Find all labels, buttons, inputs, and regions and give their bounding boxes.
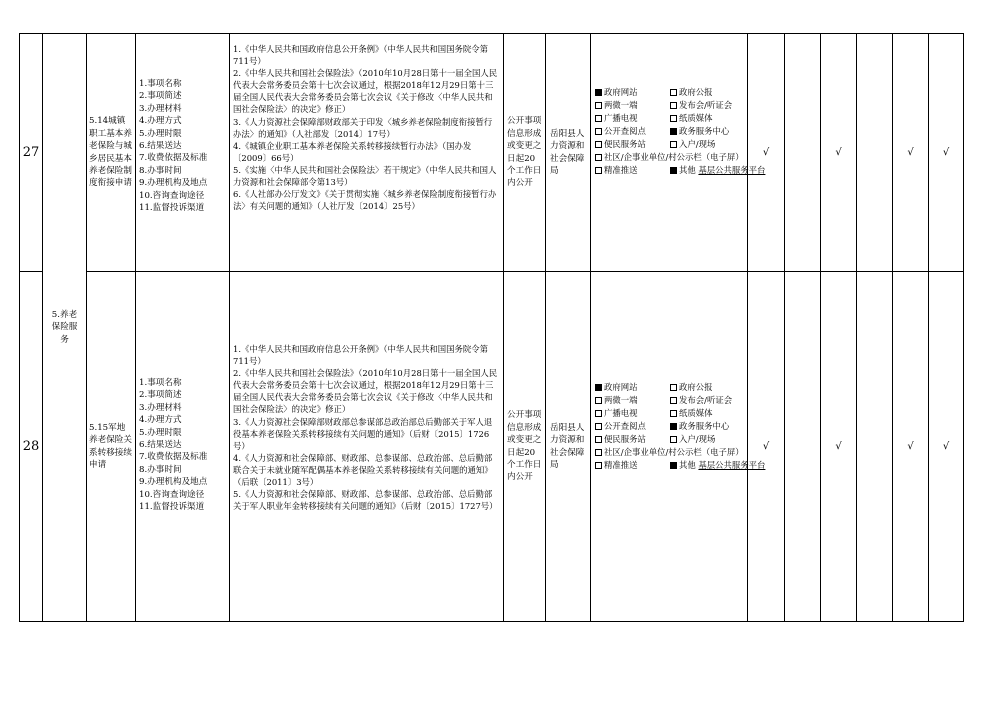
basis-item: 3.《人力资源社会保障部财政部关于印发〈城乡养老保险制度衔接暂行办法〉的通知》（人社部发〔2014〕17号） (233, 116, 493, 139)
element-item: 9.办理机构及地点 (139, 178, 208, 189)
element-item: 11.监督投诉渠道 (139, 203, 205, 214)
item-name: 5.14城镇职工基本养老保险与城乡居民基本养老保险制度衔接申请 (89, 116, 132, 189)
element-item: 3.办理材料 (139, 103, 182, 114)
time-limit: 公开事项信息形成或变更之日起20个工作日内公开 (507, 116, 542, 189)
element-item: 3.办理材料 (139, 402, 182, 413)
element-item: 1.事项名称 (139, 378, 182, 388)
checkbox-empty-icon (595, 436, 602, 443)
row-number: 27 (22, 145, 40, 160)
basis-item: 1.《中华人民共和国政府信息公开条例》（中华人民共和国国务院令第711号） (233, 44, 489, 67)
element-item: 4.办理方式 (139, 415, 182, 426)
channels-list: 政府网站 政府公报 两微一端 发布会/听证会 广播电视 纸质媒体 公开查阅点 政务服务中心 便民服务站 入户/现场 社区/企事业单位/村公示栏（电子屏） 精准推送 其他 基层公共服务平台 (591, 381, 747, 472)
check-mark: √ (942, 441, 950, 452)
element-item: 2.事项简述 (139, 91, 182, 102)
basis-item: 4.《城镇企业职工基本养老保险关系转移接续暂行办法》（国办发〔2009〕66号） (233, 140, 472, 163)
element-item: 5.办理时限 (139, 427, 182, 438)
check-mark: √ (762, 147, 770, 158)
element-item: 4.办理方式 (139, 116, 182, 127)
checkbox-empty-icon (595, 397, 602, 404)
element-item: 10.咨询查询途径 (139, 489, 205, 500)
checkbox-filled-icon (595, 89, 602, 96)
category-label: 5.养老保险服务 (51, 309, 78, 345)
item-name: 5.15军地养老保险关系转移接续申请 (89, 422, 132, 470)
checkbox-empty-icon (595, 154, 602, 161)
basis-item: 5.《实施〈中华人民共和国社会保险法〉若干规定》（中华人民共和国人力资源和社会保障部令第13号） (233, 164, 497, 188)
checkbox-empty-icon (670, 102, 677, 109)
checkbox-empty-icon (670, 397, 677, 404)
checkbox-empty-icon (595, 102, 602, 109)
check-mark: √ (835, 147, 842, 158)
check-mark: √ (762, 441, 770, 452)
checkbox-filled-icon (670, 462, 677, 469)
checkbox-empty-icon (670, 89, 677, 96)
element-item: 2.事项简述 (139, 390, 182, 401)
checkbox-empty-icon (595, 128, 602, 135)
element-item: 6.结果送达 (139, 141, 182, 152)
basis-item: 2.《中华人民共和国社会保险法》（2010年10月28日第十一届全国人民代表大会常务委员会第十七次会议通过，根据2018年12月29日第十三届全国人民代表大会常务委员会第七次会议《关于修改〈中华人民共和国社会保险法〉的决定》修正） (233, 68, 498, 115)
element-item: 1.事项名称 (139, 79, 182, 89)
checkbox-empty-icon (595, 115, 602, 122)
checkbox-filled-icon (670, 167, 677, 174)
checkbox-empty-icon (670, 410, 677, 417)
element-item: 7.收费依据及标准 (139, 153, 208, 164)
row-number: 28 (22, 439, 40, 454)
basis-item: 4.《人力资源和社会保障部、财政部、总参谋部、总政治部、总后勤部联合关于未就业随军配偶基本养老保险关系转移接续有关问题的通知》（后联〔2011〕3号） (233, 452, 493, 488)
checkbox-empty-icon (670, 115, 677, 122)
checkbox-empty-icon (595, 462, 602, 469)
check-mark: √ (907, 147, 914, 158)
elements-list (136, 78, 229, 214)
check-mark: √ (907, 441, 914, 452)
checkbox-empty-icon (670, 384, 677, 391)
basis-item: 1.《中华人民共和国政府信息公开条例》（中华人民共和国国务院令第711号） (233, 344, 489, 367)
check-mark: √ (942, 147, 950, 158)
category-cell (43, 34, 86, 621)
checkbox-filled-icon (595, 384, 602, 391)
element-item: 11.监督投诉渠道 (139, 502, 205, 513)
time-limit: 公开事项信息形成或变更之日起20个工作日内公开 (507, 410, 542, 483)
basis-item: 3.《人力资源社会保障部财政部总参谋部总政治部总后勤部关于军人退役基本养老保险关系转移接续有关问题的通知》（后财〔2015〕1726号） (233, 416, 493, 451)
subject: 岳阳县人力资源和社会保障局 (550, 128, 585, 176)
element-item: 5.办理时限 (139, 128, 182, 139)
checkbox-empty-icon (595, 410, 602, 417)
checkbox-filled-icon (670, 128, 677, 135)
basis-list (230, 343, 503, 512)
element-item: 6.结果送达 (139, 440, 182, 451)
elements-list (136, 377, 229, 513)
channels-list: 政府网站 政府公报 两微一端 发布会/听证会 广播电视 纸质媒体 公开查阅点 政务服务中心 便民服务站 入户/现场 社区/企事业单位/村公示栏（电子屏） 精准推送 其他 基层公共服务平台 (591, 86, 747, 177)
checkbox-filled-icon (670, 423, 677, 430)
checkbox-empty-icon (595, 423, 602, 430)
element-item: 7.收费依据及标准 (139, 452, 208, 463)
element-item: 9.办理机构及地点 (139, 477, 208, 488)
basis-list (230, 43, 503, 212)
basis-item: 6.《人社部办公厅发文》《关于贯彻实施〈城乡养老保险制度衔接暂行办法〉有关问题的通知》（人社厅发〔2014〕25号） (233, 189, 497, 212)
basis-item: 5.《人力资源和社会保障部、财政部、总参谋部、总政治部、总后勤部关于军人职业年金转移接续有关问题的通知》（后财〔2015〕1727号） (233, 489, 498, 512)
checkbox-empty-icon (670, 141, 677, 148)
checkbox-empty-icon (595, 141, 602, 148)
basis-item: 2.《中华人民共和国社会保险法》（2010年10月28日第十一届全国人民代表大会常务委员会第十七次会议通过，根据2018年12月29日第十三届全国人民代表大会常务委员会第七次会议《关于修改〈中华人民共和国社会保险法〉的决定》修正） (233, 368, 498, 415)
checkbox-empty-icon (595, 449, 602, 456)
subject: 岳阳县人力资源和社会保障局 (550, 422, 585, 470)
checkbox-empty-icon (595, 167, 602, 174)
element-item: 8.办事时间 (139, 464, 182, 475)
element-item: 8.办事时间 (139, 165, 182, 176)
checkbox-empty-icon (670, 436, 677, 443)
element-item: 10.咨询查询途径 (139, 190, 205, 201)
check-mark: √ (835, 441, 842, 452)
